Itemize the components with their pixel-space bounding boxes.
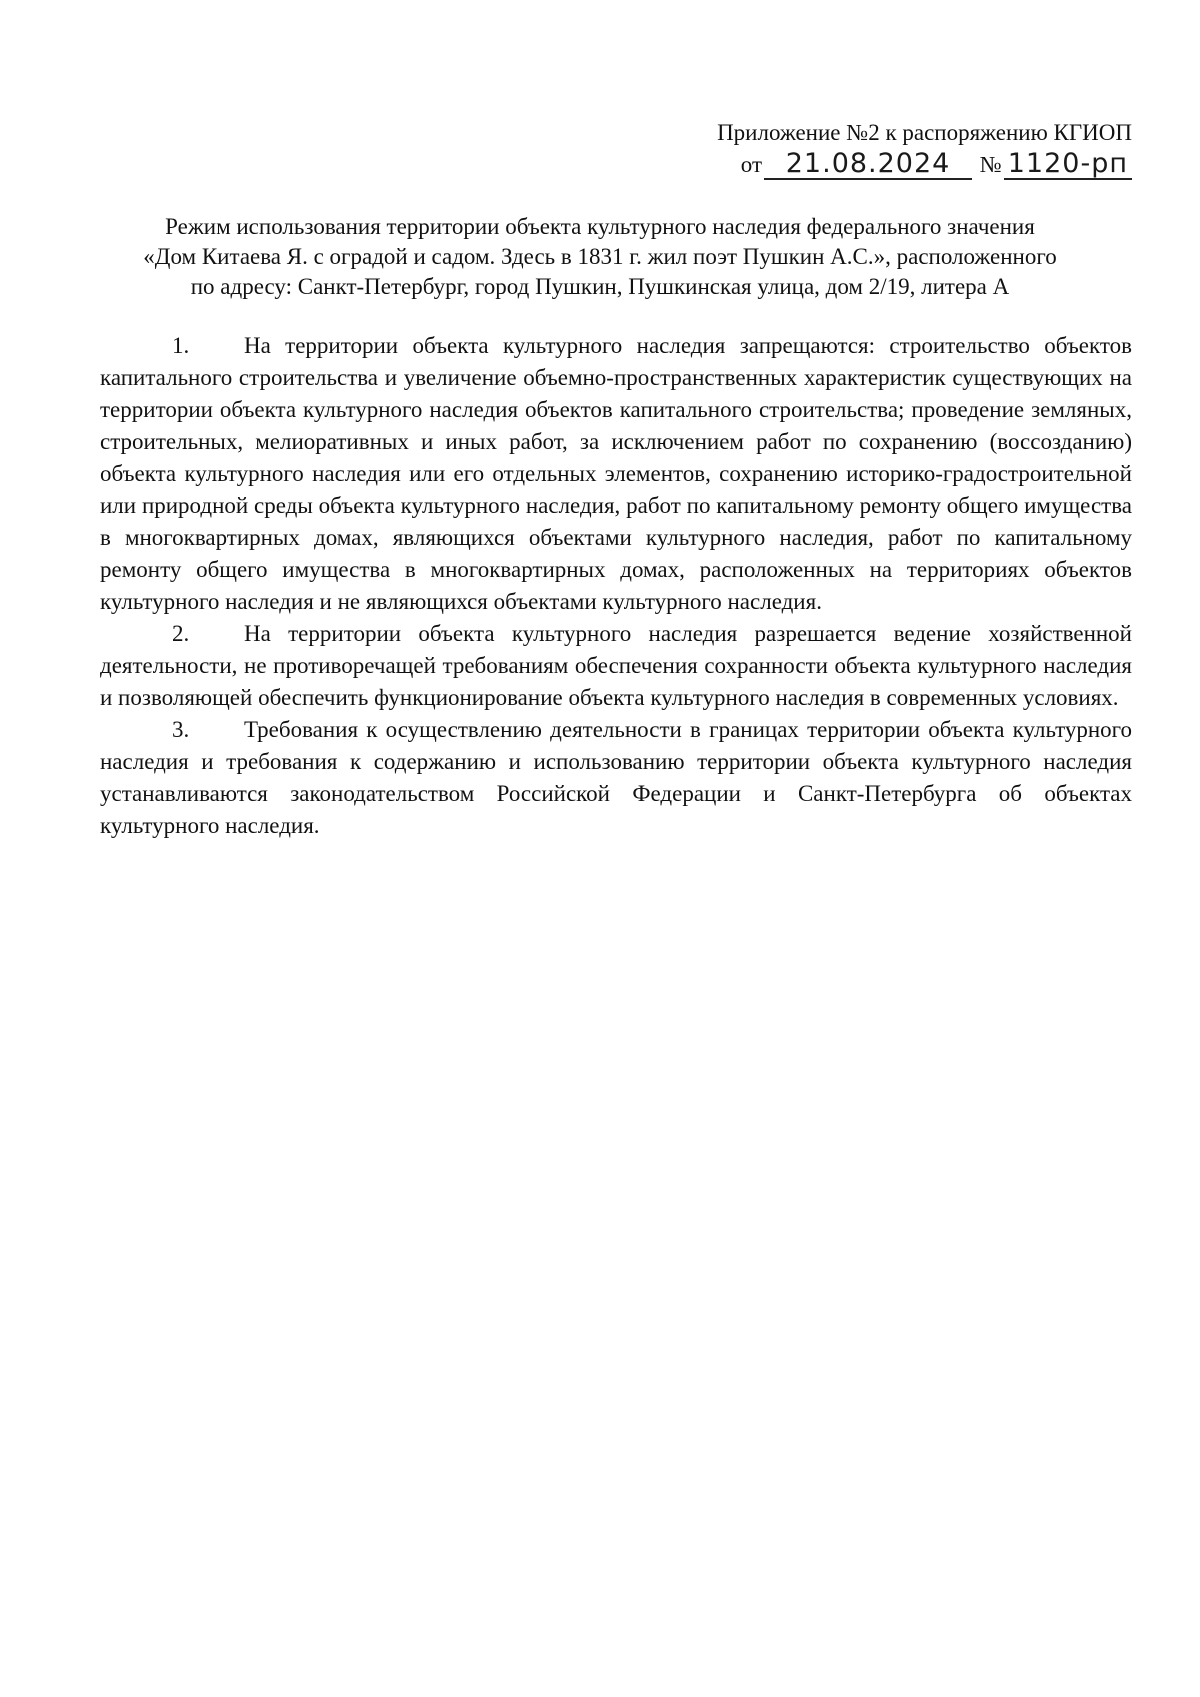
appendix-title: Приложение №2 к распоряжению КГИОП <box>717 120 1132 145</box>
order-number: 1120-рп <box>1004 150 1132 180</box>
title-line-3: по адресу: Санкт-Петербург, город Пушкин, Пушкинская улица, дом 2/19, литера А <box>190 274 1010 299</box>
paragraph-text: На территории объекта культурного наследия запрещаются: строительство объектов капитального строительства и увеличение объемно-пространственных характеристик существующих на территории объекта культурного наследия объектов капитального строительства; проведение земляных, строительных, мелиоративных и иных работ, за исключением работ по сохранению (воссозданию) объекта культурного наследия или его отдельных элементов, сохранению историко-градостроительной или природной среды объекта культурного наследия, работ по капитальному ремонту общего имущества в многоквартирных домах, являющихся объектами культурного наследия, работ по капитальному ремонту общего имущества в многоквартирных домах, расположенных на территориях объектов культурного наследия и не являющихся объектами культурного наследия. <box>100 333 1132 614</box>
appendix-header <box>652 118 1132 180</box>
order-reference <box>652 150 1132 180</box>
order-date: 21.08.2024 <box>764 150 972 180</box>
paragraph-text: Требования к осуществлению деятельности в границах территории объекта культурного наследия и требования к содержанию и использованию территории объекта культурного наследия устанавливаются законодательством Российской Федерации и Санкт-Петербурга об объектах культурного наследия. <box>100 717 1132 838</box>
paragraph-number: 3. <box>172 717 190 742</box>
paragraph-3 <box>100 714 1132 842</box>
paragraph-number: 2. <box>172 621 190 646</box>
from-label: от <box>740 152 763 177</box>
paragraph-text: На территории объекта культурного наследия разрешается ведение хозяйственной деятельности, не противоречащей требованиям обеспечения сохранности объекта культурного наследия и позволяющей обеспечить функционирование объекта культурного наследия в современных условиях. <box>100 621 1132 710</box>
paragraph-2 <box>100 618 1132 714</box>
document-title <box>100 212 1100 302</box>
paragraph-1 <box>100 330 1132 618</box>
title-line-2: «Дом Китаева Я. с оградой и садом. Здесь в 1831 г. жил поэт Пушкин А.С.», расположенного <box>143 244 1057 269</box>
number-label: № <box>979 152 1002 177</box>
document-body <box>100 330 1132 842</box>
title-line-1: Режим использования территории объекта культурного наследия федерального значения <box>165 214 1035 239</box>
paragraph-number: 1. <box>172 333 190 358</box>
